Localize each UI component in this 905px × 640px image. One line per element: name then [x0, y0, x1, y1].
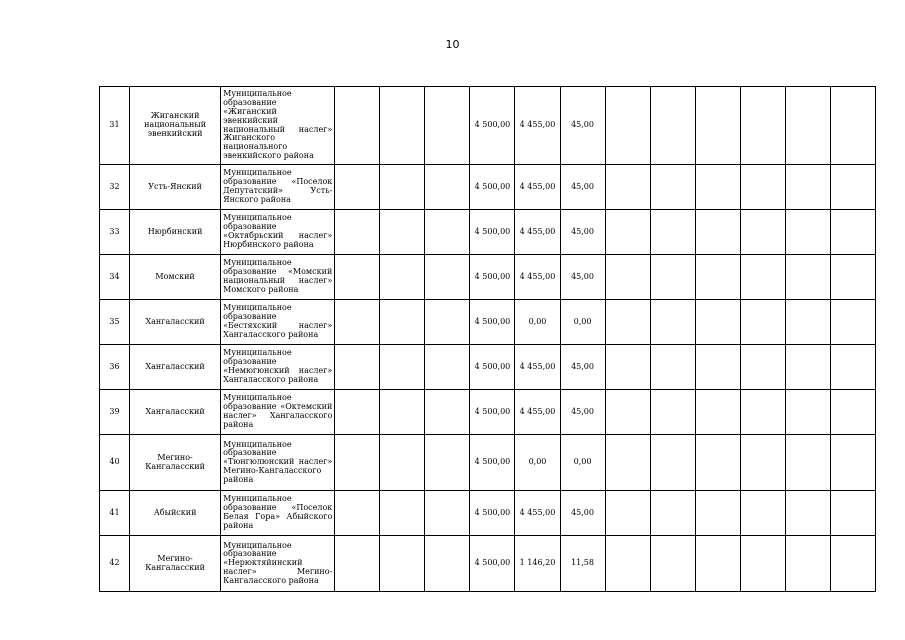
empty-cell [650, 390, 695, 435]
empty-cell [830, 491, 875, 536]
plan-amount: 4 500,00 [470, 210, 515, 255]
empty-cell [335, 491, 380, 536]
empty-cell [695, 255, 740, 300]
empty-cell [695, 491, 740, 536]
table-row [100, 87, 876, 165]
empty-cell [740, 491, 785, 536]
empty-cell [740, 300, 785, 345]
empty-cell [335, 300, 380, 345]
empty-cell [380, 390, 425, 435]
empty-cell [740, 165, 785, 210]
plan-amount: 4 500,00 [470, 255, 515, 300]
empty-cell [650, 255, 695, 300]
table-row [100, 491, 876, 536]
municipality-name: Муниципальное образование «Жиганский эвенкийский национальный наслег» Жиганского национального эвенкийского района [221, 87, 335, 165]
empty-cell [650, 491, 695, 536]
empty-cell [785, 435, 830, 491]
empty-cell [830, 390, 875, 435]
municipality-name: Муниципальное образование «Поселок Белая Гора» Абыйского района [221, 491, 335, 536]
fact-amount: 0,00 [515, 300, 560, 345]
plan-amount: 4 500,00 [470, 435, 515, 491]
municipality-name: Муниципальное образование «Немюгюнский наслег» Хангаласского района [221, 345, 335, 390]
table-row [100, 345, 876, 390]
empty-cell [785, 165, 830, 210]
municipality-name: Муниципальное образование «Момский национальный наслег» Момского района [221, 255, 335, 300]
row-number: 36 [100, 345, 130, 390]
empty-cell [380, 210, 425, 255]
row-number: 39 [100, 390, 130, 435]
page-number: 10 [445, 38, 460, 51]
empty-cell [740, 87, 785, 165]
district-name: Абыйский [130, 491, 221, 536]
row-number: 42 [100, 536, 130, 592]
balance-amount: 45,00 [560, 87, 605, 165]
row-number: 32 [100, 165, 130, 210]
plan-amount: 4 500,00 [470, 165, 515, 210]
plan-amount: 4 500,00 [470, 390, 515, 435]
empty-cell [425, 345, 470, 390]
empty-cell [650, 435, 695, 491]
empty-cell [425, 491, 470, 536]
empty-cell [740, 536, 785, 592]
row-number: 41 [100, 491, 130, 536]
empty-cell [785, 255, 830, 300]
empty-cell [380, 491, 425, 536]
table-body [100, 87, 876, 592]
fact-amount: 4 455,00 [515, 87, 560, 165]
fact-amount: 4 455,00 [515, 345, 560, 390]
empty-cell [695, 210, 740, 255]
empty-cell [740, 255, 785, 300]
empty-cell [605, 300, 650, 345]
balance-amount: 0,00 [560, 300, 605, 345]
empty-cell [605, 255, 650, 300]
row-number: 40 [100, 435, 130, 491]
empty-cell [785, 345, 830, 390]
empty-cell [785, 210, 830, 255]
empty-cell [830, 536, 875, 592]
empty-cell [695, 165, 740, 210]
district-name: Хангаласский [130, 390, 221, 435]
balance-amount: 45,00 [560, 390, 605, 435]
empty-cell [740, 390, 785, 435]
empty-cell [425, 210, 470, 255]
fact-amount: 4 455,00 [515, 491, 560, 536]
empty-cell [425, 390, 470, 435]
district-name: Мегино-Кангаласский [130, 536, 221, 592]
empty-cell [830, 435, 875, 491]
empty-cell [695, 536, 740, 592]
municipality-name: Муниципальное образование «Нерюктяйинский наслег» Мегино-Кангаласского района [221, 536, 335, 592]
empty-cell [335, 536, 380, 592]
empty-cell [830, 165, 875, 210]
district-name: Момский [130, 255, 221, 300]
empty-cell [425, 536, 470, 592]
table-row [100, 165, 876, 210]
table-row [100, 210, 876, 255]
plan-amount: 4 500,00 [470, 345, 515, 390]
empty-cell [335, 165, 380, 210]
empty-cell [785, 491, 830, 536]
empty-cell [335, 345, 380, 390]
empty-cell [650, 87, 695, 165]
empty-cell [605, 87, 650, 165]
district-name: Хангаласский [130, 300, 221, 345]
empty-cell [335, 87, 380, 165]
balance-amount: 0,00 [560, 435, 605, 491]
empty-cell [380, 87, 425, 165]
data-table [99, 86, 876, 592]
balance-amount: 45,00 [560, 255, 605, 300]
balance-amount: 45,00 [560, 345, 605, 390]
row-number: 35 [100, 300, 130, 345]
table-row [100, 536, 876, 592]
empty-cell [830, 345, 875, 390]
empty-cell [695, 435, 740, 491]
row-number: 34 [100, 255, 130, 300]
empty-cell [425, 255, 470, 300]
empty-cell [425, 165, 470, 210]
empty-cell [830, 255, 875, 300]
empty-cell [650, 165, 695, 210]
district-name: Жиганский национальный эвенкийский [130, 87, 221, 165]
empty-cell [740, 345, 785, 390]
empty-cell [605, 210, 650, 255]
empty-cell [335, 210, 380, 255]
fact-amount: 1 146,20 [515, 536, 560, 592]
empty-cell [650, 210, 695, 255]
empty-cell [785, 390, 830, 435]
balance-amount: 45,00 [560, 210, 605, 255]
empty-cell [380, 165, 425, 210]
empty-cell [380, 345, 425, 390]
empty-cell [605, 536, 650, 592]
plan-amount: 4 500,00 [470, 491, 515, 536]
empty-cell [695, 300, 740, 345]
empty-cell [335, 255, 380, 300]
empty-cell [830, 300, 875, 345]
empty-cell [830, 87, 875, 165]
empty-cell [650, 345, 695, 390]
empty-cell [650, 300, 695, 345]
municipality-name: Муниципальное образование «Бестяхский наслег» Хангаласского района [221, 300, 335, 345]
fact-amount: 4 455,00 [515, 165, 560, 210]
empty-cell [425, 435, 470, 491]
empty-cell [605, 390, 650, 435]
empty-cell [335, 435, 380, 491]
empty-cell [740, 435, 785, 491]
table-row [100, 300, 876, 345]
empty-cell [605, 165, 650, 210]
empty-cell [785, 87, 830, 165]
table-row [100, 390, 876, 435]
municipality-name: Муниципальное образование «Октябрьский наслег» Нюрбинского района [221, 210, 335, 255]
fact-amount: 4 455,00 [515, 210, 560, 255]
district-name: Нюрбинский [130, 210, 221, 255]
balance-amount: 11,58 [560, 536, 605, 592]
empty-cell [785, 536, 830, 592]
empty-cell [695, 390, 740, 435]
table-row [100, 435, 876, 491]
district-name: Усть-Янский [130, 165, 221, 210]
empty-cell [425, 87, 470, 165]
empty-cell [425, 300, 470, 345]
plan-amount: 4 500,00 [470, 536, 515, 592]
empty-cell [740, 210, 785, 255]
empty-cell [380, 300, 425, 345]
empty-cell [335, 390, 380, 435]
empty-cell [830, 210, 875, 255]
district-name: Хангаласский [130, 345, 221, 390]
plan-amount: 4 500,00 [470, 300, 515, 345]
district-name: Мегино-Кангаласский [130, 435, 221, 491]
fact-amount: 4 455,00 [515, 255, 560, 300]
row-number: 31 [100, 87, 130, 165]
empty-cell [605, 435, 650, 491]
empty-cell [380, 255, 425, 300]
fact-amount: 0,00 [515, 435, 560, 491]
empty-cell [380, 435, 425, 491]
row-number: 33 [100, 210, 130, 255]
empty-cell [380, 536, 425, 592]
empty-cell [605, 345, 650, 390]
empty-cell [650, 536, 695, 592]
plan-amount: 4 500,00 [470, 87, 515, 165]
table-row [100, 255, 876, 300]
empty-cell [695, 345, 740, 390]
empty-cell [695, 87, 740, 165]
empty-cell [785, 300, 830, 345]
balance-amount: 45,00 [560, 491, 605, 536]
balance-amount: 45,00 [560, 165, 605, 210]
empty-cell [605, 491, 650, 536]
municipality-name: Муниципальное образование «Поселок Депутатский» Усть-Янского района [221, 165, 335, 210]
municipality-name: Муниципальное образование «Тюнгюлюнский наслег» Мегино-Кангаласского района [221, 435, 335, 491]
fact-amount: 4 455,00 [515, 390, 560, 435]
municipality-name: Муниципальное образование «Октемский наслег» Хангаласского района [221, 390, 335, 435]
